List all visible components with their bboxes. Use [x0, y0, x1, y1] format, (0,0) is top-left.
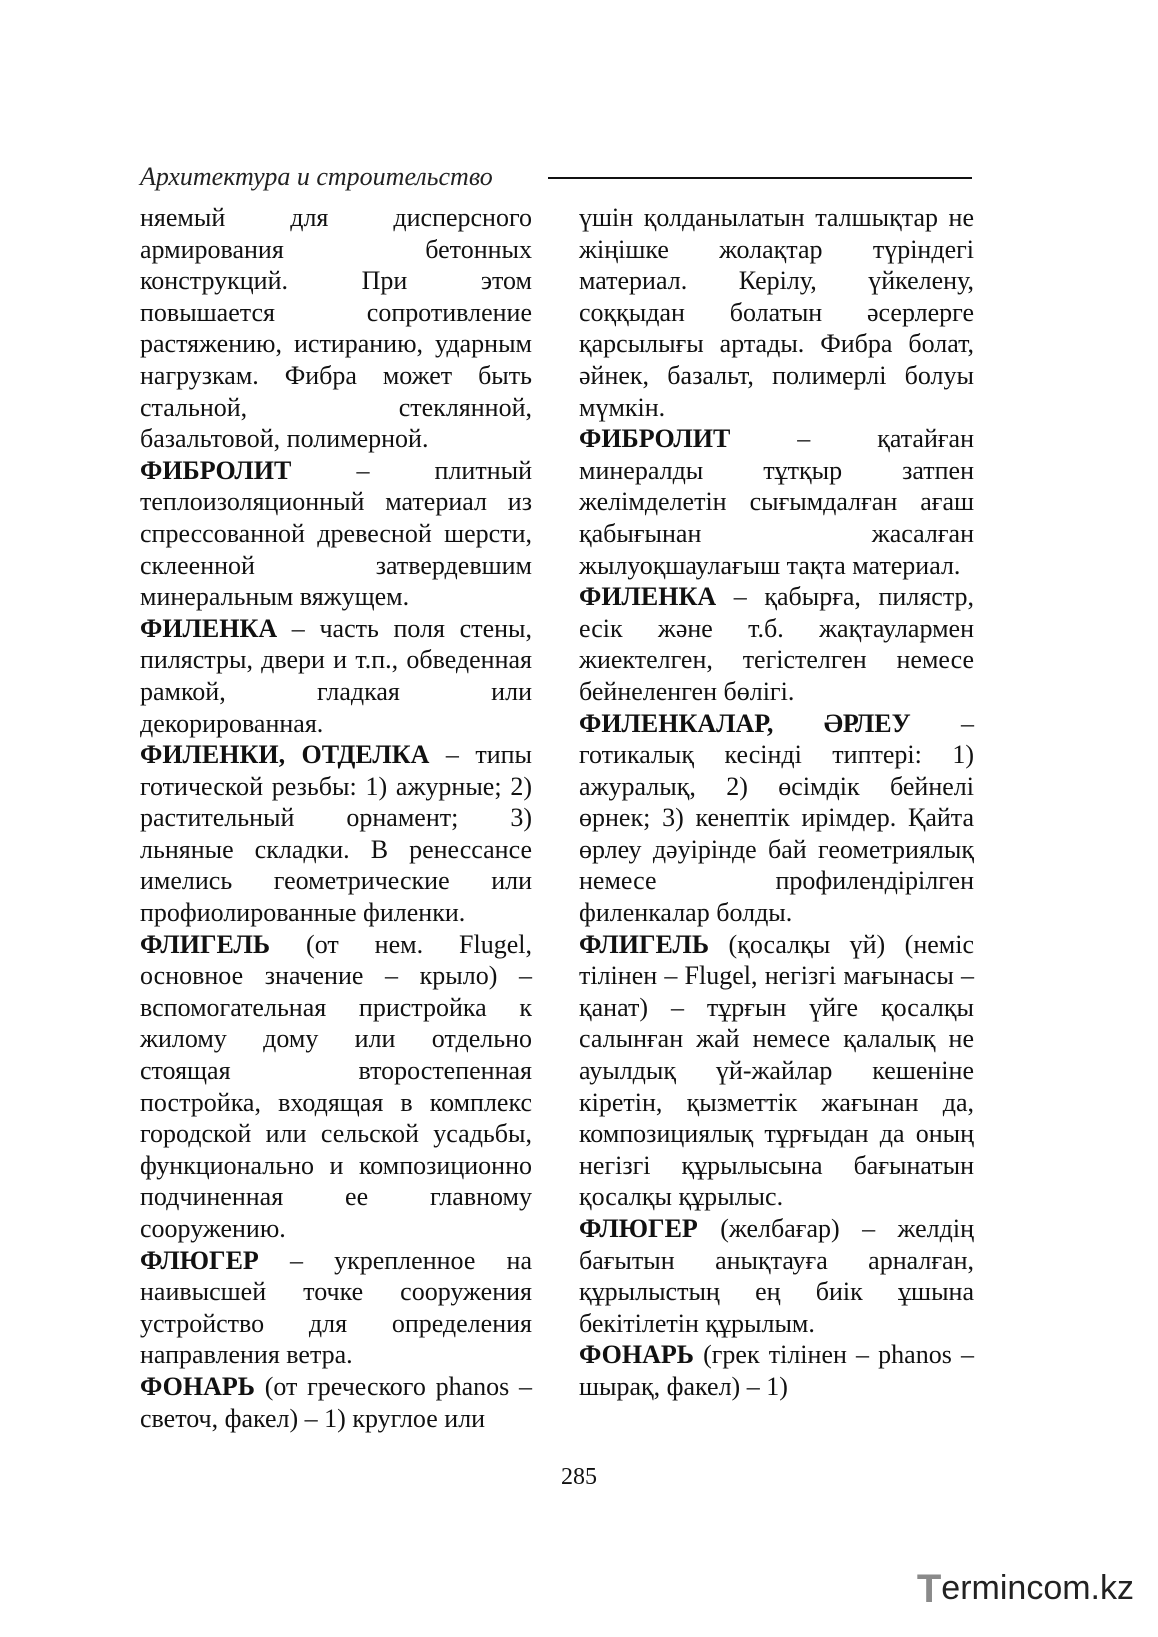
- entry-definition: (от греческого phanos – светоч, факел) – 1) круглое или: [140, 1371, 532, 1433]
- entry-definition: (қосалқы үй) (неміс тілінен – Flugel, негізгі мағынасы – қанат) – тұрғын үйге қосалқы салынған жай немесе қалалық не ауылдық үй-жайлар кешеніне кіретін, қызметтік жағынан да, композициялық тұрғыдан да оның негізгі құрылысына бағынатын қосалқы құрылыс.: [579, 929, 974, 1212]
- entry-definition: – часть поля стены, пилястры, двери и т.п., обведенная рамкой, гладкая или декорированная.: [140, 613, 532, 738]
- entry-definition: – плитный теплоизоляционный материал из спрессованной древесной шерсти, склеенной затвердевшим минеральным вяжущем.: [140, 455, 532, 612]
- entry-term: ФЛИГЕЛЬ: [579, 929, 710, 959]
- entry-definition: – қатайған минералды тұтқыр затпен желімделетін сығымдалған ағаш қабығынан жасалған жылуоқшаулағыш тақта материал.: [579, 424, 974, 580]
- running-header-rule: [548, 177, 972, 179]
- entry-ru-filenki-otdelka: [140, 739, 532, 929]
- entry-ru-filenka: [140, 613, 532, 739]
- entry-kz-fonar: [579, 1339, 974, 1402]
- entry-ru-fibrolit: [140, 455, 532, 613]
- entry-term: ФИЛЕНКА: [140, 613, 278, 643]
- entry-term: ФИБРОЛИТ: [579, 424, 731, 454]
- running-header-title: Архитектура и строительство: [140, 162, 493, 191]
- entry-kz-filenka: [579, 581, 974, 707]
- watermark-logo-mark: T: [916, 1567, 942, 1611]
- entry-kz-fibrolit: [579, 423, 974, 581]
- termincom-watermark: [917, 1568, 1134, 1609]
- entry-definition: – типы готической резьбы: 1) ажурные; 2) растительный орнамент; 3) льняные складки. В ренессансе имелись геометрические или профиолированные филенки.: [140, 740, 532, 928]
- entry-kz-fibra-continued: [579, 202, 974, 423]
- page-number: 285: [561, 1464, 597, 1490]
- entry-definition: (грек тілінен – phanos – шырақ, факел) – 1): [579, 1340, 974, 1401]
- entry-term: ФЛЮГЕР: [579, 1214, 698, 1243]
- entry-definition: – қабырға, пилястр, есік және т.б. жақтаулармен жиектелген, тегістелген немесе бейнеленген бөлігі.: [579, 582, 974, 706]
- entry-term: ФЛЮГЕР: [140, 1245, 259, 1275]
- entry-term: ФИЛЕНКА: [579, 582, 717, 612]
- entry-term: ФИЛЕНКИ, ОТДЕЛКА: [140, 740, 430, 770]
- entry-ru-flyuger: [140, 1245, 532, 1371]
- entry-term: ФЛИГЕЛЬ: [140, 929, 271, 959]
- entry-term: ФОНАРЬ: [579, 1340, 694, 1370]
- left-column-russian: [140, 202, 532, 1434]
- entry-definition: (от нем. Flugel, основное значение – крыло) – вспомогательная пристройка к жилому дому или отдельно стоящая второстепенная постройка, входящая в комплекс городской или сельской усадьбы, функционально и композиционно подчиненная ее главному сооружению.: [140, 929, 532, 1243]
- entry-kz-filenkalar-arleu: [579, 708, 974, 929]
- entry-definition: үшін қолданылатын талшықтар не жіңішке жолақтар түріндегі материал. Керілу, үйкелену, соққыдан болатын әсерлерге қарсылығы артады. Фибра болат, әйнек, базальт, полимерлі болуы мүмкін.: [579, 203, 974, 422]
- entry-kz-flyuger: [579, 1213, 974, 1339]
- entry-definition: – укрепленное на наивысшей точке сооружения устройство для определения направления ветра.: [140, 1245, 532, 1370]
- entry-ru-fibra-continued: [140, 202, 532, 455]
- entry-term: ФИБРОЛИТ: [140, 455, 292, 485]
- entry-definition: – готикалық кесінді типтері: 1) ажуралық, 2) өсімдік бейнелі өрнек; 3) кенептік ирімдер. Қайта өрлеу дәуірінде бай геометриялық немесе профилендірілген филенкалар болды.: [579, 708, 974, 928]
- right-column-kazakh: [579, 202, 974, 1403]
- entry-term: ФИЛЕНКАЛАР, ӘРЛЕУ: [579, 708, 911, 738]
- entry-ru-fligel: [140, 929, 532, 1245]
- running-header: [140, 162, 972, 202]
- watermark-text: ermincom.kz: [941, 1569, 1134, 1607]
- entry-kz-fligel: [579, 929, 974, 1213]
- entry-term: ФОНАРЬ: [140, 1371, 255, 1401]
- entry-definition: няемый для дисперсного армирования бетонных конструкций. При этом повышается сопротивление растяжению, истиранию, ударным нагрузкам. Фибра может быть стальной, стеклянной, базальтовой, полимерной.: [140, 203, 532, 454]
- entry-ru-fonar: [140, 1371, 532, 1434]
- entry-definition: (желбағар) – желдің бағытын анықтауға арналған, құрылыстың ең биік ұшына бекітілетін құрылым.: [579, 1214, 974, 1338]
